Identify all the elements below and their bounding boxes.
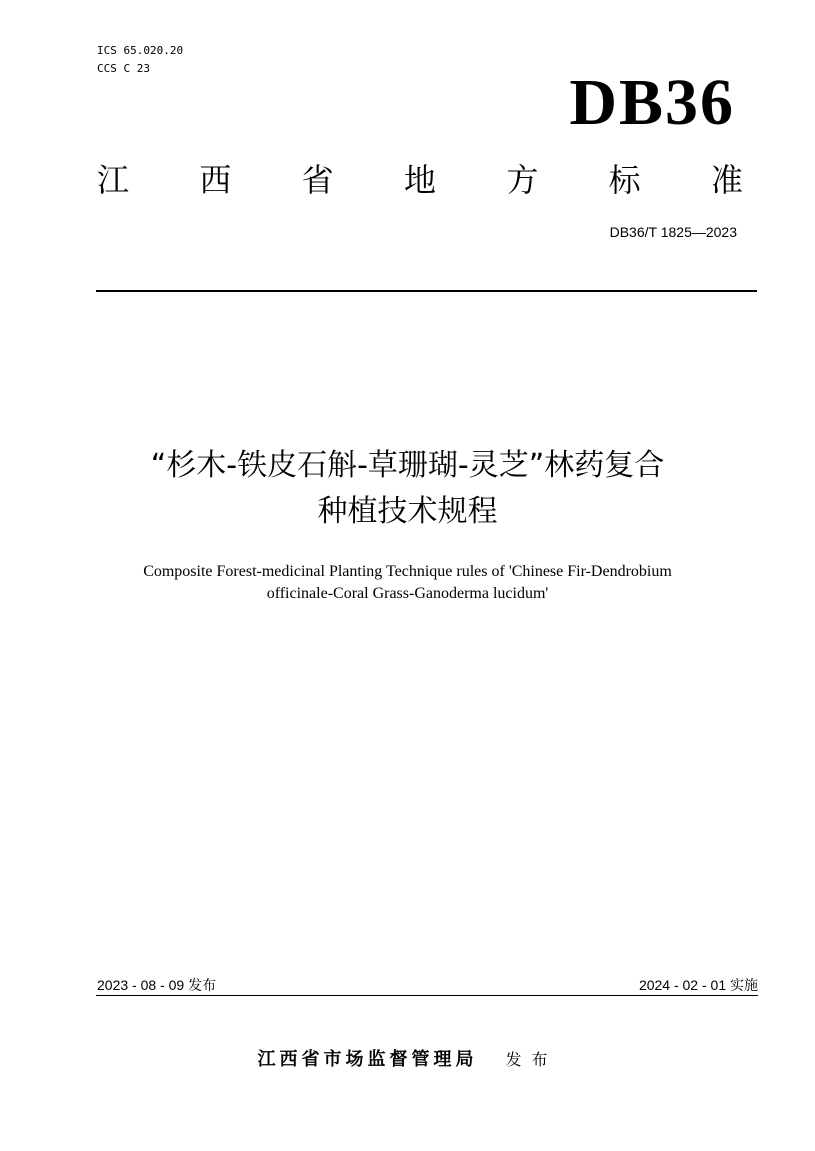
title-en-line2: officinale-Coral Grass-Ganoderma lucidum' xyxy=(266,585,549,602)
ccs-code: CCS C 23 xyxy=(97,62,150,75)
heading-char: 西 xyxy=(199,161,232,199)
document-title-en xyxy=(60,561,755,605)
standard-code-logo: DB36 xyxy=(569,66,735,139)
publish-date: 2023 - 08 - 09 发布 xyxy=(97,977,217,993)
title-cn-line1: “杉木-铁皮石斛-草珊瑚-灵芝”林药复合 xyxy=(150,448,665,483)
standard-type-heading xyxy=(97,158,743,202)
heading-char: 地 xyxy=(403,161,436,199)
ics-code: ICS 65.020.20 xyxy=(97,44,184,57)
heading-char: 准 xyxy=(710,161,743,199)
heading-char: 省 xyxy=(301,161,334,199)
document-title-cn xyxy=(60,443,755,535)
issuer-name: 江西省市场监督管理局 xyxy=(257,1049,478,1070)
header-divider xyxy=(96,290,757,292)
date-row xyxy=(97,975,758,995)
heading-char: 江 xyxy=(97,161,130,199)
title-cn-line2: 种植技术规程 xyxy=(317,494,498,529)
footer-divider xyxy=(96,995,758,996)
implement-date: 2024 - 02 - 01 实施 xyxy=(638,977,758,993)
standard-number: DB36/T 1825—2023 xyxy=(609,224,737,240)
issuer-line xyxy=(0,1046,815,1074)
heading-char: 方 xyxy=(506,161,539,199)
heading-char: 标 xyxy=(608,161,641,199)
issuer-action: 发布 xyxy=(505,1050,558,1069)
title-en-line1: Composite Forest-medicinal Planting Technique rules of 'Chinese Fir-Dendrobium xyxy=(143,563,672,580)
classification-codes xyxy=(97,42,183,78)
